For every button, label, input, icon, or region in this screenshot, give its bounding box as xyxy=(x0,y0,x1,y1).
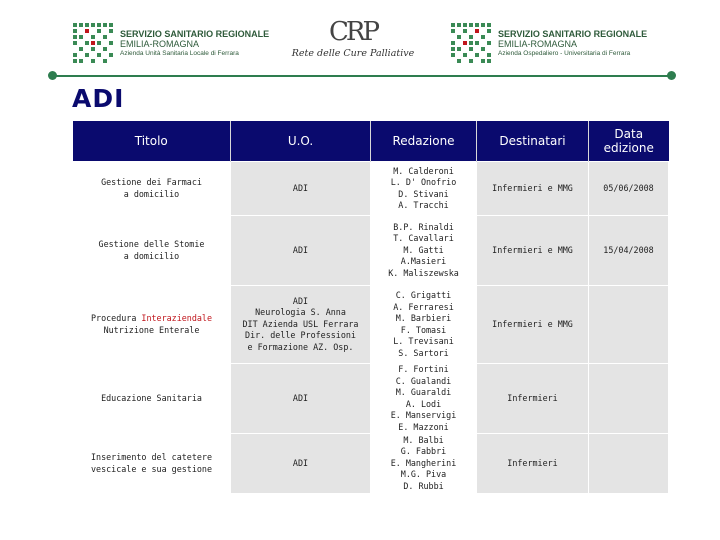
aou-ferrara-logo xyxy=(450,18,660,68)
cell-line: Procedura Interaziendale xyxy=(90,313,212,323)
cell-line: ADI xyxy=(292,182,309,193)
header-divider xyxy=(52,75,672,77)
right-logo-line3: Azienda Ospedaliero - Universitaria di Ferrara xyxy=(498,49,631,57)
cell-uo xyxy=(231,434,371,494)
cell-line: A. Tracchi xyxy=(398,200,449,210)
col-header-titolo: Titolo xyxy=(73,121,231,162)
cell-line: Inserimento del catetere xyxy=(90,452,212,462)
left-logo-line1: SERVIZIO SANITARIO REGIONALE xyxy=(120,28,270,39)
cell-line: S. Sartori xyxy=(398,347,449,358)
cell-titolo xyxy=(73,364,231,434)
cell-data xyxy=(589,162,669,216)
divider-dot-right xyxy=(667,71,676,80)
right-logo-line2: EMILIA-ROMAGNA xyxy=(498,39,578,50)
table-row xyxy=(73,216,669,286)
cell-line: vescicale e sua gestione xyxy=(90,463,212,474)
ausl-ferrara-logo xyxy=(72,18,272,68)
cell-line: ADI xyxy=(292,295,309,306)
col-header-data-edizione: Data edizione xyxy=(589,121,669,162)
cell-titolo xyxy=(73,434,231,494)
cross-grid-icon xyxy=(450,22,492,64)
rcp-mark: CRP xyxy=(329,17,377,47)
cell-line: E. Mangherini xyxy=(390,457,457,468)
cell-line: A.Masieri xyxy=(400,256,447,267)
cell-line: E. Mazzoni xyxy=(398,421,449,432)
cell-line: F. Tomasi xyxy=(400,324,447,335)
cell-line: Infermieri xyxy=(507,392,558,403)
col-header-redazione: Redazione xyxy=(371,121,477,162)
table-row xyxy=(73,162,669,216)
cell-line: E. Manservigi xyxy=(390,410,457,420)
cell-uo xyxy=(231,286,371,364)
cell-line: Nutrizione Enterale xyxy=(103,324,200,335)
cell-line: C. Gualandi xyxy=(395,375,452,386)
cell-line: M. Guaraldi xyxy=(395,387,452,397)
cell-line: a domicilio xyxy=(123,250,180,261)
cell-line: G. Fabbri xyxy=(400,446,447,457)
cell-line: ADI xyxy=(292,392,309,403)
rcp-logo xyxy=(288,16,418,66)
cell-line: Dir. delle Professioni xyxy=(245,330,356,341)
cell-line: 15/04/2008 xyxy=(603,244,654,255)
cell-line: DIT Azienda USL Ferrara xyxy=(242,318,359,329)
cell-line: A. Ferraresi xyxy=(393,301,454,312)
cell-line: M. Gatti xyxy=(403,244,444,255)
cell-line: D. Stivani xyxy=(398,188,449,199)
cell-line: C. Grigatti xyxy=(395,290,452,300)
col-header-uo: U.O. xyxy=(231,121,371,162)
cell-line: 05/06/2008 xyxy=(603,182,654,193)
cell-line: e Formazione AZ. Osp. xyxy=(247,341,354,352)
cell-titolo xyxy=(73,216,231,286)
cross-grid-icon xyxy=(72,22,114,64)
cell-line: D. Rubbi xyxy=(403,480,444,491)
cell-destinatari xyxy=(477,364,589,434)
cell-data xyxy=(589,216,669,286)
col-header-destinatari: Destinatari xyxy=(477,121,589,162)
divider-dot-left xyxy=(48,71,57,80)
cell-line: Gestione dei Farmaci xyxy=(101,177,202,187)
cell-line: ADI xyxy=(292,457,309,468)
cell-redazione xyxy=(371,364,477,434)
cell-line: Infermieri e MMG xyxy=(492,318,573,329)
cell-line: T. Cavallari xyxy=(393,233,454,244)
rcp-name: Rete delle Cure Palliative xyxy=(291,48,415,59)
cell-redazione xyxy=(371,216,477,286)
table-row xyxy=(73,286,669,364)
table-row xyxy=(73,434,669,494)
cell-destinatari xyxy=(477,434,589,494)
cell-line: L. Trevisani xyxy=(393,336,454,346)
cell-redazione xyxy=(371,286,477,364)
cell-line: M.G. Piva xyxy=(400,469,447,480)
cell-line: L. D' Onofrio xyxy=(390,177,457,187)
cell-redazione xyxy=(371,434,477,494)
cell-data xyxy=(589,364,669,434)
cell-line: a domicilio xyxy=(123,188,180,199)
cell-line: B.P. Rinaldi xyxy=(393,221,454,232)
cell-line: Educazione Sanitaria xyxy=(101,392,202,403)
cell-uo xyxy=(231,216,371,286)
table-header-row xyxy=(73,121,669,162)
cell-line: Infermieri xyxy=(507,457,558,468)
cell-titolo xyxy=(73,286,231,364)
cell-line: M. Balbi xyxy=(403,434,444,445)
cell-line: K. Maliszewska xyxy=(388,267,459,278)
cell-line: ADI xyxy=(292,244,309,255)
cell-line: Infermieri e MMG xyxy=(492,244,573,255)
cell-line: M. Barbieri xyxy=(395,313,452,323)
cell-line: Gestione delle Stomie xyxy=(98,239,205,249)
cell-uo xyxy=(231,162,371,216)
cell-line: Infermieri e MMG xyxy=(492,182,573,193)
cell-line: Neurologia S. Anna xyxy=(255,307,346,318)
table-row xyxy=(73,364,669,434)
right-logo-line1: SERVIZIO SANITARIO REGIONALE xyxy=(498,28,648,39)
cell-data xyxy=(589,286,669,364)
left-logo-line2: EMILIA-ROMAGNA xyxy=(120,39,200,50)
cell-redazione xyxy=(371,162,477,216)
documents-table xyxy=(72,121,669,494)
cell-destinatari xyxy=(477,216,589,286)
cell-line: F. Fortini xyxy=(398,364,449,374)
cell-line: M. Calderoni xyxy=(393,165,454,176)
page-title: ADI xyxy=(72,84,125,113)
cell-destinatari xyxy=(477,162,589,216)
cell-titolo xyxy=(73,162,231,216)
cell-data xyxy=(589,434,669,494)
left-logo-line3: Azienda Unità Sanitaria Locale di Ferrara xyxy=(120,49,239,57)
cell-destinatari xyxy=(477,286,589,364)
cell-uo xyxy=(231,364,371,434)
cell-line: A. Lodi xyxy=(405,398,442,409)
